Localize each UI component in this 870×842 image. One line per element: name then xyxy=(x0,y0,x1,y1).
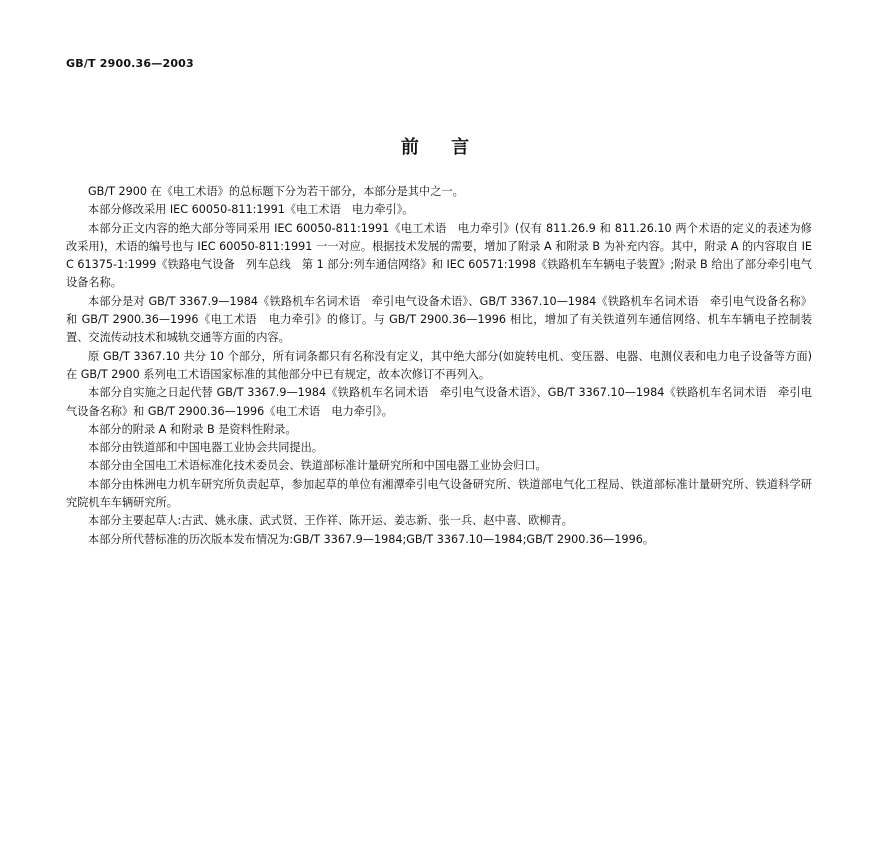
paragraph: 本部分由全国电工术语标准化技术委员会、铁道部标准计量研究所和中国电器工业协会归口。 xyxy=(88,459,547,473)
paragraph: 本部分的附录 A 和附录 B 是资料性附录。 xyxy=(88,422,297,436)
paragraph: 本部分正文内容的绝大部分等同采用 IEC 60050-811:1991《电工术语 电力牵引》(仅有 811.26.9 和 811.26.10 两个术语的定义的表述为修改采用)，术语的编号也与 IEC 60050-811:1991 一一对应。根据技术发展的需要，增加了附录 A 和附录 B 为补充内容。其中，附录 A 的内容取自 IEC 61375-1:1999《铁路电气设备 列车总线 第 1 部分:列车通信网络》和 IEC 60571:1998《铁路机车车辆电子装置》;附录 B 给出了部分牵引电气设备名称。 xyxy=(66,221,812,290)
foreword-body xyxy=(66,183,812,549)
paragraph: 本部分所代替标准的历次版本发布情况为:GB/T 3367.9—1984;GB/T 3367.10—1984;GB/T 2900.36—1996。 xyxy=(88,532,655,546)
paragraph: 本部分主要起草人:古武、姚永康、武式贤、王作祥、陈开运、姜志新、张一兵、赵中喜、欧柳青。 xyxy=(88,514,573,528)
paragraph: 本部分由铁道部和中国电器工业协会共同提出。 xyxy=(88,441,323,455)
paragraph: 原 GB/T 3367.10 共分 10 个部分，所有词条都只有名称没有定义，其中绝大部分(如旋转电机、变压器、电器、电测仪表和电力电子设备等方面)在 GB/T 2900 系列电工术语国家标准的其他部分中已有规定，故本次修订不再列入。 xyxy=(66,349,812,381)
paragraph: GB/T 2900 在《电工术语》的总标题下分为若干部分，本部分是其中之一。 xyxy=(88,185,464,198)
page-title: 前 言 xyxy=(400,137,470,158)
paragraph: 本部分自实施之日起代替 GB/T 3367.9—1984《铁路机车名词术语 牵引电气设备术语》、GB/T 3367.10—1984《铁路机车名词术语 牵引电气设备名称》和 GB/T 2900.36—1996《电工术语 电力牵引》。 xyxy=(66,386,812,418)
paragraph: 本部分由株洲电力机车研究所负责起草，参加起草的单位有湘潭牵引电气设备研究所、铁道部电气化工程局、铁道部标准计量研究所、铁道科学研究院机车车辆研究所。 xyxy=(66,477,812,510)
standard-number: GB/T 2900.36—2003 xyxy=(66,57,194,70)
paragraph: 本部分是对 GB/T 3367.9—1984《铁路机车名词术语 牵引电气设备术语》、GB/T 3367.10—1984《铁路机车名词术语 牵引电气设备名称》和 GB/T 2900.36—1996《电工术语 电力牵引》的修订。与 GB/T 2900.36—1996 相比，增加了有关铁道列车通信网络、机车车辆电子控制装置、交流传动技术和城轨交通等方面的内容。 xyxy=(66,294,812,345)
paragraph: 本部分修改采用 IEC 60050-811:1991《电工术语 电力牵引》。 xyxy=(88,203,414,217)
